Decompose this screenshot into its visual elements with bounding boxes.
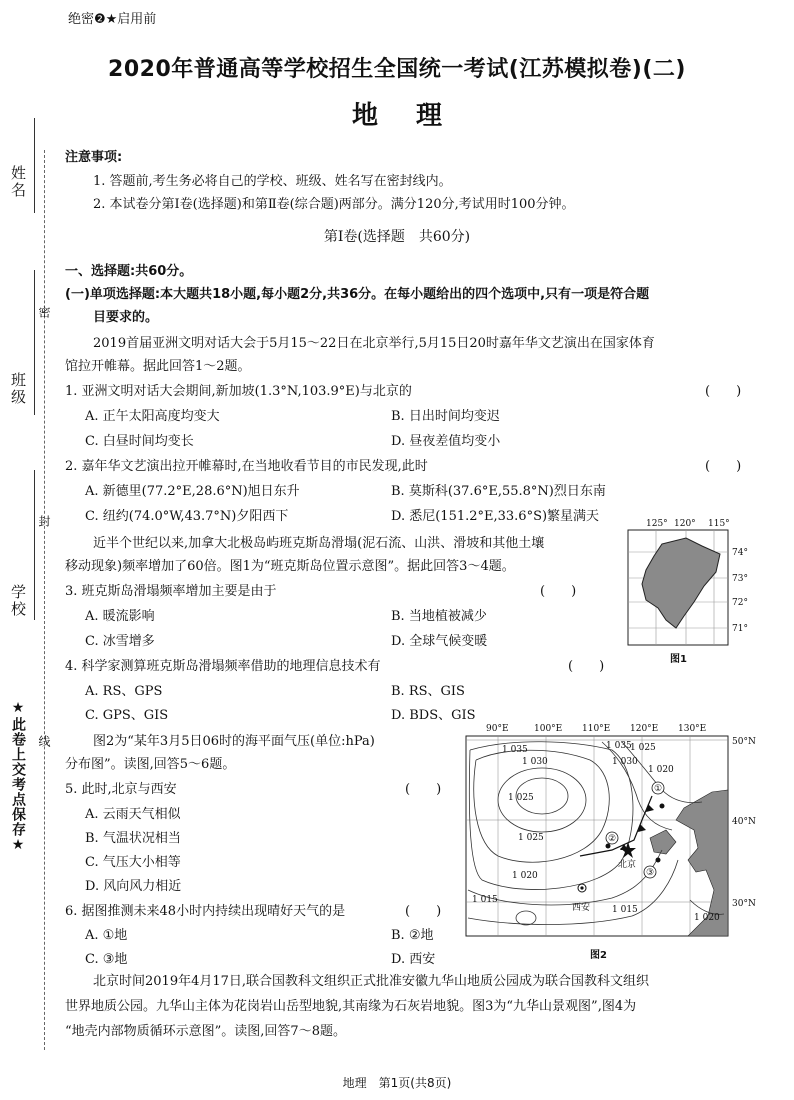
passage1-line1: 2019首届亚洲文明对话大会于5月15～22日在北京举行,5月15日20时嘉年华文艺演出在国家体育 xyxy=(93,336,655,351)
q4-option-c[interactable]: C. GPS、GIS xyxy=(85,708,169,723)
class-label: 班级 xyxy=(9,372,27,406)
q5-option-d[interactable]: D. 风向风力相近 xyxy=(85,879,182,894)
fig1-lon-label: 115° xyxy=(708,519,730,529)
q6-stem: 6. 据图推测未来48小时内持续出现晴好天气的是 xyxy=(65,904,346,919)
isobar-label: 1 020 xyxy=(694,913,720,923)
q2-option-b[interactable]: B. 莫斯科(37.6°E,55.8°N)烈日东南 xyxy=(391,484,606,499)
isobar-label: 1 025 xyxy=(630,743,656,753)
q4-stem: 4. 科学家测算班克斯岛滑塌频率借助的地理信息技术有 xyxy=(65,659,381,674)
figure-2-caption: 图2 xyxy=(590,950,607,961)
q1-option-d[interactable]: D. 昼夜差值均变小 xyxy=(391,434,501,449)
fig1-lon-label: 125° xyxy=(646,519,668,529)
q5-option-b[interactable]: B. 气温状况相当 xyxy=(85,831,181,846)
q2-option-d[interactable]: D. 悉尼(151.2°E,33.6°S)繁星满天 xyxy=(391,509,600,524)
q3-answer-blank[interactable]: ( ) xyxy=(540,584,577,599)
fig2-lat-label: 30°N xyxy=(732,899,756,909)
isobar-label: 1 025 xyxy=(518,833,544,843)
q2-option-c[interactable]: C. 纽约(74.0°W,43.7°N)夕阳西下 xyxy=(85,509,289,524)
q2-option-a[interactable]: A. 新德里(77.2°E,28.6°N)旭日东升 xyxy=(85,484,300,499)
fig2-lon-label: 130°E xyxy=(678,724,707,734)
q2-stem: 2. 嘉年华文艺演出拉开帷幕时,在当地收看节目的市民发现,此时 xyxy=(65,459,428,474)
point-1-label: ① xyxy=(654,784,663,794)
passage4-line2: 世界地质公园。九华山主体为花岗岩山岳型地貌,其南缘为石灰岩地貌。图3为“九华山景观图”,图4为 xyxy=(65,999,637,1014)
section-heading: 一、选择题:共60分。 xyxy=(65,264,193,279)
q4-option-d[interactable]: D. BDS、GIS xyxy=(391,708,476,723)
q1-option-b[interactable]: B. 日出时间均变迟 xyxy=(391,409,500,424)
q5-stem: 5. 此时,北京与西安 xyxy=(65,782,177,797)
isobar-label: 1 030 xyxy=(612,757,638,767)
point-3-label: ③ xyxy=(646,868,655,878)
seal-xian: 线 xyxy=(37,735,51,749)
fig2-lon-label: 100°E xyxy=(534,724,563,734)
dot-marker xyxy=(606,844,611,849)
fig2-lat-label: 50°N xyxy=(732,737,756,747)
class-blank[interactable] xyxy=(34,270,35,415)
fig1-lat-label: 71° xyxy=(732,624,748,634)
isobar-label: 1 025 xyxy=(508,793,534,803)
dot-marker xyxy=(656,858,661,863)
binding-line xyxy=(44,150,45,1050)
q3-stem: 3. 班克斯岛滑塌频率增加主要是由于 xyxy=(65,584,277,599)
fig1-lon-label: 120° xyxy=(674,519,696,529)
seal-feng: 封 xyxy=(37,515,51,529)
subject-title: 地理 xyxy=(351,101,480,131)
q1-option-a[interactable]: A. 正午太阳高度均变大 xyxy=(85,409,220,424)
isobar-label: 1 035 xyxy=(502,745,528,755)
q6-option-b[interactable]: B. ②地 xyxy=(391,928,434,943)
q3-option-c[interactable]: C. 冰雪增多 xyxy=(85,634,155,649)
passage3-line1: 图2为“某年3月5日06时的海平面气压(单位:hPa) xyxy=(93,734,375,749)
banks-island-shape xyxy=(642,538,720,628)
passage4-line1: 北京时间2019年4月17日,联合国教科文组织正式批准安徽九华山地质公园成为联合国教科文组织 xyxy=(93,974,650,989)
q1-answer-blank[interactable]: ( ) xyxy=(705,384,742,399)
note-2: 2. 本试卷分第Ⅰ卷(选择题)和第Ⅱ卷(综合题)两部分。满分120分,考试用时100分钟。 xyxy=(93,197,575,212)
school-blank[interactable] xyxy=(34,470,35,620)
secret-mark: 绝密❷★启用前 xyxy=(68,12,157,27)
passage2-line1: 近半个世纪以来,加拿大北极岛屿班克斯岛滑塌(泥石流、山洪、滑坡和其他土壤 xyxy=(93,536,545,551)
point-2-label: ② xyxy=(608,834,617,844)
dot-marker xyxy=(660,804,665,809)
isobar-label: 1 020 xyxy=(648,765,674,775)
fig1-lat-label: 73° xyxy=(732,574,748,584)
q5-option-c[interactable]: C. 气压大小相等 xyxy=(85,855,181,870)
isobar-label: 1 020 xyxy=(512,871,538,881)
fig1-lat-label: 74° xyxy=(732,548,748,558)
part1-heading: 第Ⅰ卷(选择题 共60分) xyxy=(323,229,471,245)
note-1: 1. 答题前,考生务必将自己的学校、班级、姓名写在密封线内。 xyxy=(93,174,452,189)
q6-option-c[interactable]: C. ③地 xyxy=(85,952,128,967)
q6-option-d[interactable]: D. 西安 xyxy=(391,952,436,967)
keep-notice: ★此卷上交考点保存★ xyxy=(10,700,26,854)
fig2-lat-label: 40°N xyxy=(732,817,756,827)
isobar-label: 1 035 xyxy=(606,741,632,751)
figure-2-pressure-map xyxy=(462,720,772,942)
q3-option-a[interactable]: A. 暖流影响 xyxy=(85,609,155,624)
q4-answer-blank[interactable]: ( ) xyxy=(568,659,605,674)
section-instruction-2: 目要求的。 xyxy=(93,310,159,325)
notes-heading: 注意事项: xyxy=(65,150,123,165)
page-footer: 地理 第1页(共8页) xyxy=(342,1076,452,1090)
q5-option-a[interactable]: A. 云雨天气相似 xyxy=(85,807,181,822)
figure-1-caption: 图1 xyxy=(670,654,687,665)
name-blank[interactable] xyxy=(34,118,35,213)
exam-title: 2020年普通高等学校招生全国统一考试(江苏模拟卷)(二) xyxy=(108,57,686,82)
isobar-label: 1 015 xyxy=(472,895,498,905)
q5-answer-blank[interactable]: ( ) xyxy=(405,782,442,797)
fig2-lon-label: 110°E xyxy=(582,724,611,734)
q4-option-a[interactable]: A. RS、GPS xyxy=(85,684,163,699)
fig1-lat-label: 72° xyxy=(732,598,748,608)
q3-option-d[interactable]: D. 全球气候变暖 xyxy=(391,634,488,649)
passage4-line3: “地壳内部物质循环示意图”。读图,回答7～8题。 xyxy=(65,1024,346,1039)
school-label: 学校 xyxy=(9,584,27,618)
beijing-label: 北京 xyxy=(618,860,637,870)
q2-answer-blank[interactable]: ( ) xyxy=(705,459,742,474)
isobar-label: 1 030 xyxy=(522,757,548,767)
xian-label: 西安 xyxy=(572,903,591,913)
seal-mi: 密 xyxy=(37,306,51,320)
q1-option-c[interactable]: C. 白昼时间均变长 xyxy=(85,434,194,449)
passage1-line2: 馆拉开帷幕。据此回答1～2题。 xyxy=(65,359,251,374)
q4-option-b[interactable]: B. RS、GIS xyxy=(391,684,465,699)
passage2-line2: 移动现象)频率增加了60倍。图1为“班克斯岛位置示意图”。据此回答3～4题。 xyxy=(65,559,515,574)
fig2-lon-label: 90°E xyxy=(486,724,509,734)
fig2-lon-label: 120°E xyxy=(630,724,659,734)
q6-answer-blank[interactable]: ( ) xyxy=(405,904,442,919)
q1-stem: 1. 亚洲文明对话大会期间,新加坡(1.3°N,103.9°E)与北京的 xyxy=(65,384,412,399)
isobar-label: 1 015 xyxy=(612,905,638,915)
name-label: 姓名 xyxy=(9,165,27,199)
q6-option-a[interactable]: A. ①地 xyxy=(85,928,128,943)
q3-option-b[interactable]: B. 当地植被减少 xyxy=(391,609,487,624)
passage3-line2: 分布图”。读图,回答5～6题。 xyxy=(65,757,236,772)
figure-1-banks-island-map xyxy=(624,516,774,648)
section-instruction-1: (一)单项选择题:本大题共18小题,每小题2分,共36分。在每小题给出的四个选项中,只有一项是符合题 xyxy=(65,287,650,302)
